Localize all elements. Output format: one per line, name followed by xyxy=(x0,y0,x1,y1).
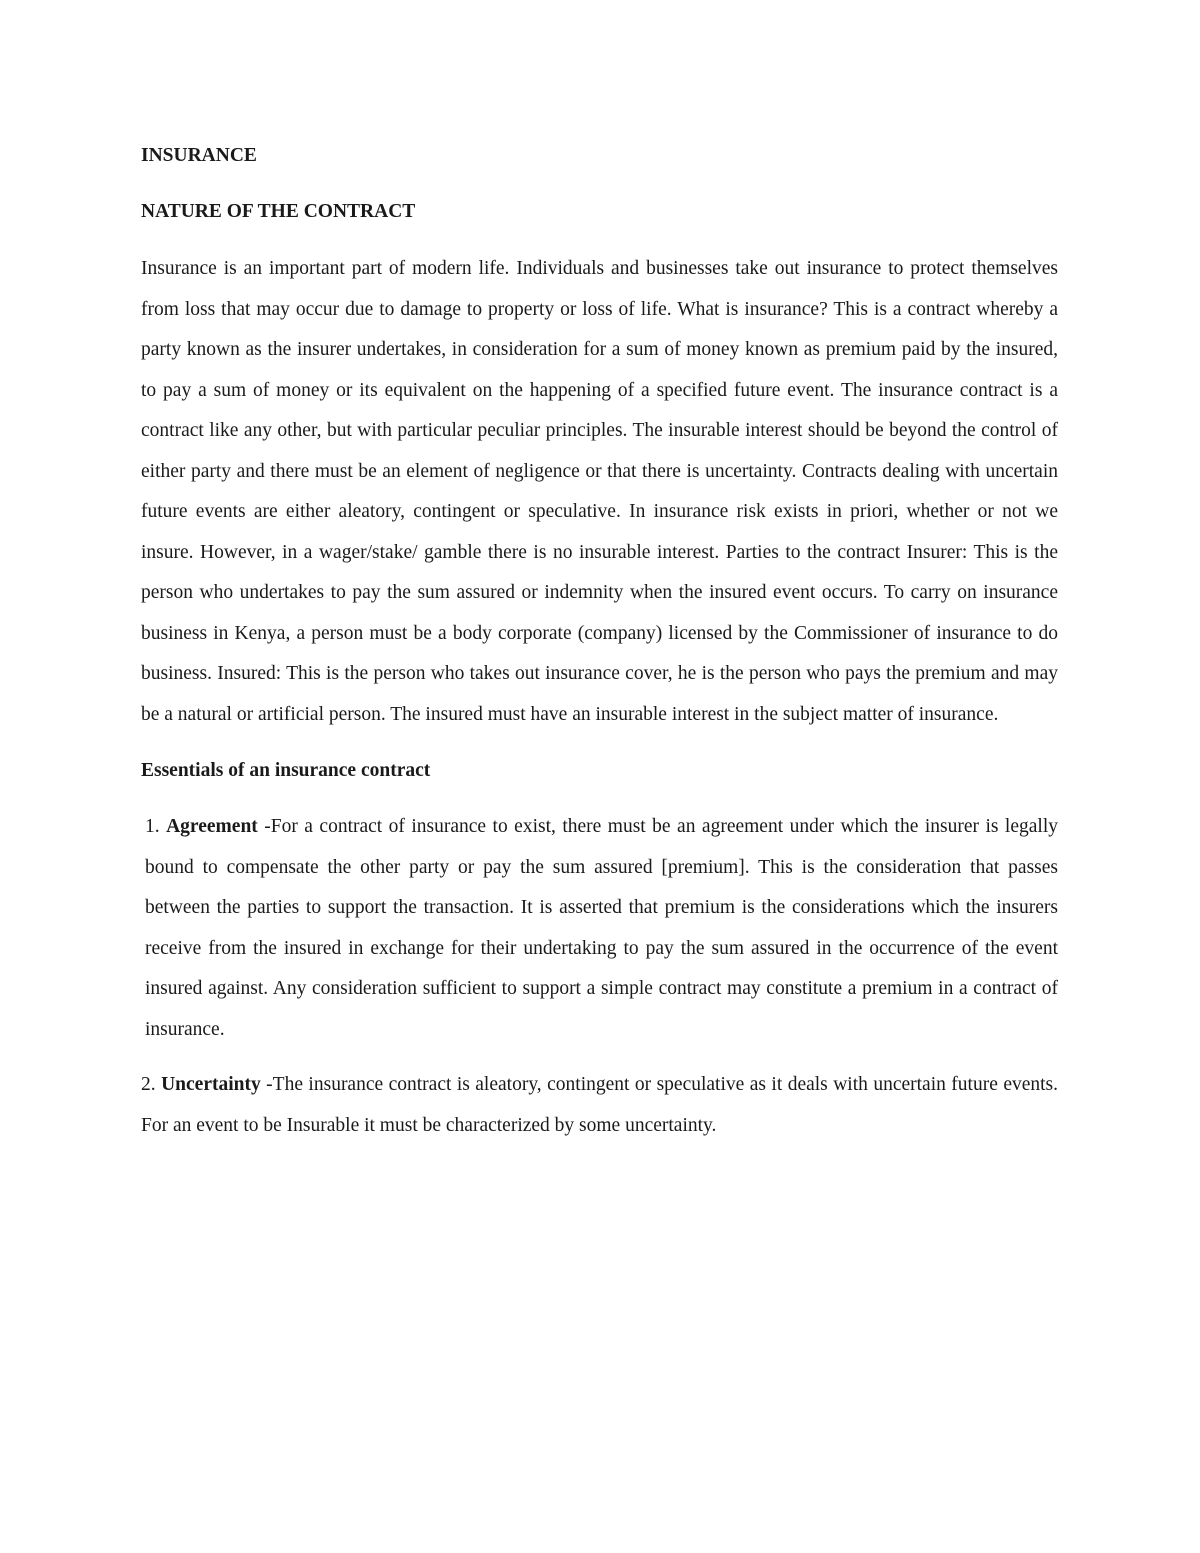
list-item-term: Uncertainty xyxy=(161,1074,261,1095)
list-item-number: 1. xyxy=(145,816,160,837)
list-item xyxy=(141,807,1058,1050)
list-item-text: -The insurance contract is aleatory, contingent or speculative as it deals with uncertain future events. For an event to be Insurable it must be characterized by some uncertainty. xyxy=(141,1074,1059,1136)
section-title-nature: NATURE OF THE CONTRACT xyxy=(141,201,416,222)
document-title: INSURANCE xyxy=(141,145,257,166)
list-item-text: -For a contract of insurance to exist, there must be an agreement under which the insurer is legally bound to compensate the other party or pay the sum assured [premium]. This is the consideration that passes between the parties to support the transaction. It is asserted that premium is the considerations which the insurers receive from the insured in exchange for their undertaking to pay the sum assured in the occurrence of the event insured against. Any consideration sufficient to support a simple contract may constitute a premium in a contract of insurance. xyxy=(145,816,1058,1040)
document-page xyxy=(141,138,1058,1146)
list-item-number: 2. xyxy=(141,1074,156,1095)
intro-paragraph: Insurance is an important part of modern life. Individuals and businesses take out insurance to protect themselves from loss that may occur due to damage to property or loss of life. What is insurance? This is a contract whereby a party known as the insurer undertakes, in consideration for a sum of money known as premium paid by the insured, to pay a sum of money or its equivalent on the happening of a specified future event. The insurance contract is a contract like any other, but with particular peculiar principles. The insurable interest should be beyond the control of either party and there must be an element of negligence or that there is uncertainty. Contracts dealing with uncertain future events are either aleatory, contingent or speculative. In insurance risk exists in priori, whether or not we insure. However, in a wager/stake/ gamble there is no insurable interest. Parties to the contract Insurer: This is the person who undertakes to pay the sum assured or indemnity when the insured event occurs. To carry on insurance business in Kenya, a person must be a body corporate (company) licensed by the Commissioner of insurance to do business. Insured: This is the person who takes out insurance cover, he is the person who pays the premium and may be a natural or artificial person. The insured must have an insurable interest in the subject matter of insurance. xyxy=(141,258,1058,725)
essentials-heading: Essentials of an insurance contract xyxy=(141,760,431,781)
list-item xyxy=(141,1065,1058,1146)
list-item-term: Agreement xyxy=(166,816,258,837)
